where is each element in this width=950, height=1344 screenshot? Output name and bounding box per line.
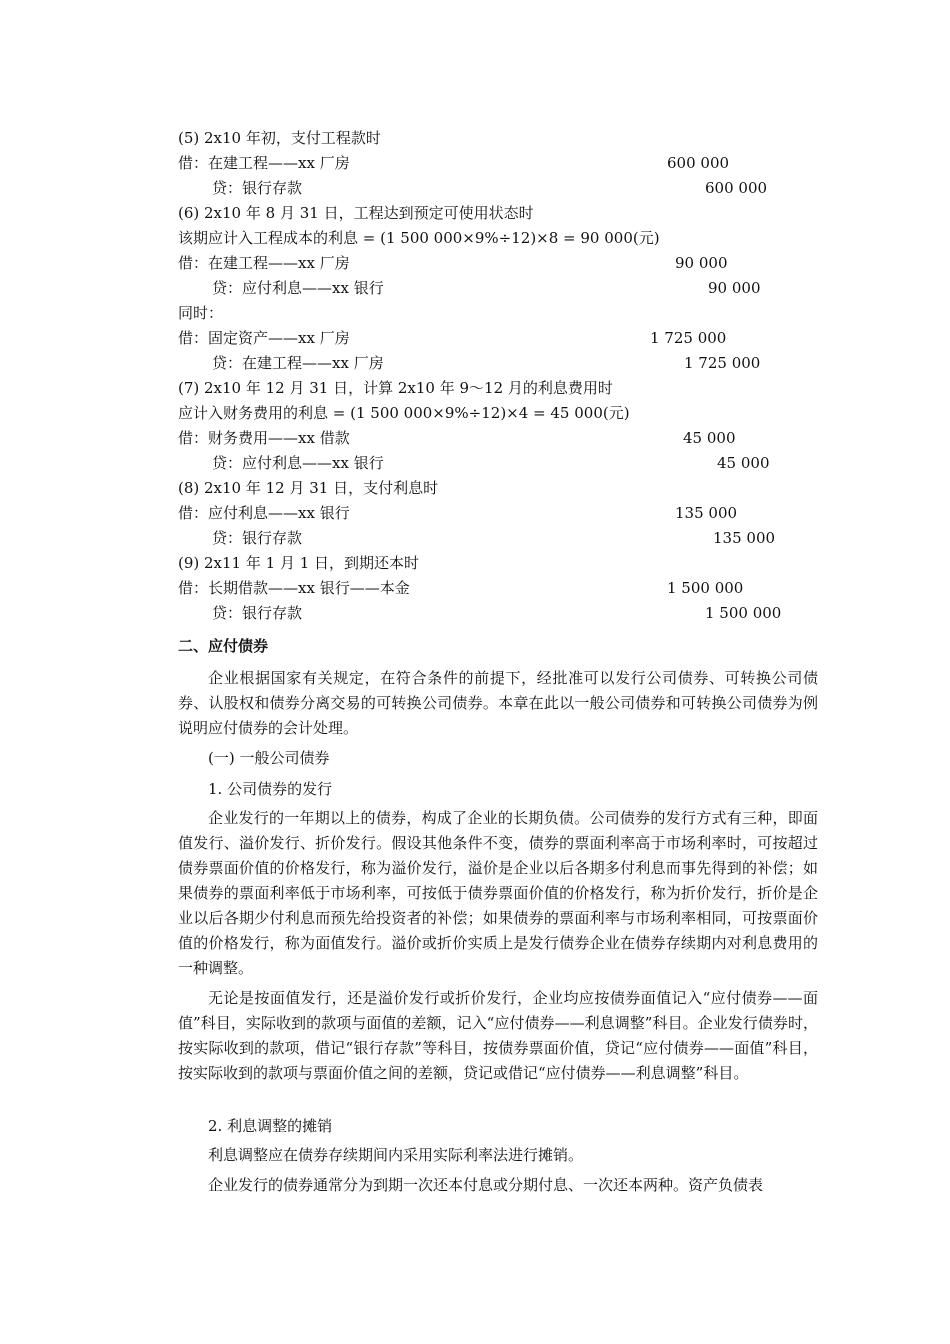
item-bond-issuance: 1. 公司债券的发行 (208, 780, 333, 798)
intro-paragraph: 企业根据国家有关规定，在符合条件的前提下，经批准可以发行公司债券、可转换公司债券、认股权和债券分离交易的可转换公司债券。本章在此以一般公司债券和可转换公司债券为例说明应付债券的会计处理。 (178, 669, 818, 737)
entry-8-title: (8) 2x10 年 12 月 31 日，支付利息时 (178, 479, 439, 497)
amortization-paragraph: 利息调整应在债券存续期间内采用实际利率法进行摊销。 (208, 1146, 584, 1164)
entry-7-credit-amount: 45 000 (717, 454, 770, 472)
entry-9-credit-amount: 1 500 000 (705, 604, 782, 622)
entry-8-credit-amount: 135 000 (713, 529, 776, 547)
entry-5-credit: 贷：银行存款 (212, 179, 303, 197)
entry-7-debit-amount: 45 000 (683, 429, 736, 447)
entry-6-credit: 贷：应付利息——xx 银行 (212, 279, 384, 297)
entry-9-debit-amount: 1 500 000 (667, 579, 744, 597)
entry-7-debit: 借：财务费用——xx 借款 (178, 429, 350, 447)
sub-heading-general-bonds: (一) 一般公司债券 (208, 749, 330, 767)
entry-8-debit-amount: 135 000 (675, 504, 738, 522)
entry-8-credit: 贷：银行存款 (212, 529, 303, 547)
bond-types-paragraph: 企业发行的债券通常分为到期一次还本付息或分期付息、一次还本两种。资产负债表 (208, 1176, 764, 1194)
entry-9-title: (9) 2x11 年 1 月 1 日，到期还本时 (178, 554, 420, 572)
entry-6-credit-2: 贷：在建工程——xx 厂房 (212, 354, 384, 372)
entry-6-title: (6) 2x10 年 8 月 31 日，工程达到预定可使用状态时 (178, 204, 534, 222)
entry-5-debit-amount: 600 000 (667, 154, 730, 172)
entry-6-debit-2-amount: 1 725 000 (650, 329, 727, 347)
entry-7-credit: 贷：应付利息——xx 银行 (212, 454, 384, 472)
entry-9-debit: 借：长期借款——xx 银行——本金 (178, 579, 410, 597)
entry-7-calc: 应计入财务费用的利息 = (1 500 000×9%÷12)×4 = 45 000(元) (178, 404, 630, 422)
entry-7-title: (7) 2x10 年 12 月 31 日，计算 2x10 年 9～12 月的利息费用时 (178, 379, 613, 397)
entry-6-credit-amount: 90 000 (708, 279, 761, 297)
entry-5-credit-amount: 600 000 (705, 179, 768, 197)
entry-6-debit: 借：在建工程——xx 厂房 (178, 254, 350, 272)
recording-paragraph: 无论是按面值发行，还是溢价发行或折价发行，企业均应按债券面值记入“应付债券——面值”科目，实际收到的款项与面值的差额，记入“应付债券——利息调整”科目。企业发行债券时，按实际收到的款项，借记“银行存款”等科目，按债券票面价值，贷记“应付债券——面值”科目，按实际收到的款项与票面价值之间的差额，贷记或借记“应付债券——利息调整”科目。 (178, 989, 818, 1082)
entry-9-credit: 贷：银行存款 (212, 604, 303, 622)
entry-5-title: (5) 2x10 年初，支付工程款时 (178, 129, 381, 147)
entry-6-also: 同时： (178, 304, 224, 322)
entry-6-calc: 该期应计入工程成本的利息 = (1 500 000×9%÷12)×8 = 90 000(元) (178, 229, 660, 247)
entry-8-debit: 借：应付利息——xx 银行 (178, 504, 350, 522)
item-interest-amortization: 2. 利息调整的摊销 (208, 1117, 333, 1135)
entry-6-debit-2: 借：固定资产——xx 厂房 (178, 329, 350, 347)
entry-5-debit: 借：在建工程——xx 厂房 (178, 154, 350, 172)
section-heading: 二、应付债券 (178, 637, 269, 655)
entry-6-credit-2-amount: 1 725 000 (684, 354, 761, 372)
issuance-paragraph: 企业发行的一年期以上的债券，构成了企业的长期负债。公司债券的发行方式有三种，即面值发行、溢价发行、折价发行。假设其他条件不变，债券的票面利率高于市场利率时，可按超过债券票面价值的价格发行，称为溢价发行，溢价是企业以后各期多付利息而事先得到的补偿；如果债券的票面利率低于市场利率，可按低于债券票面价值的价格发行，称为折价发行，折价是企业以后各期少付利息而预先给投资者的补偿；如果债券的票面利率与市场利率相同，可按票面价值的价格发行，称为面值发行。溢价或折价实质上是发行债券企业在债券存续期内对利息费用的一种调整。 (178, 809, 818, 977)
entry-6-debit-amount: 90 000 (675, 254, 728, 272)
